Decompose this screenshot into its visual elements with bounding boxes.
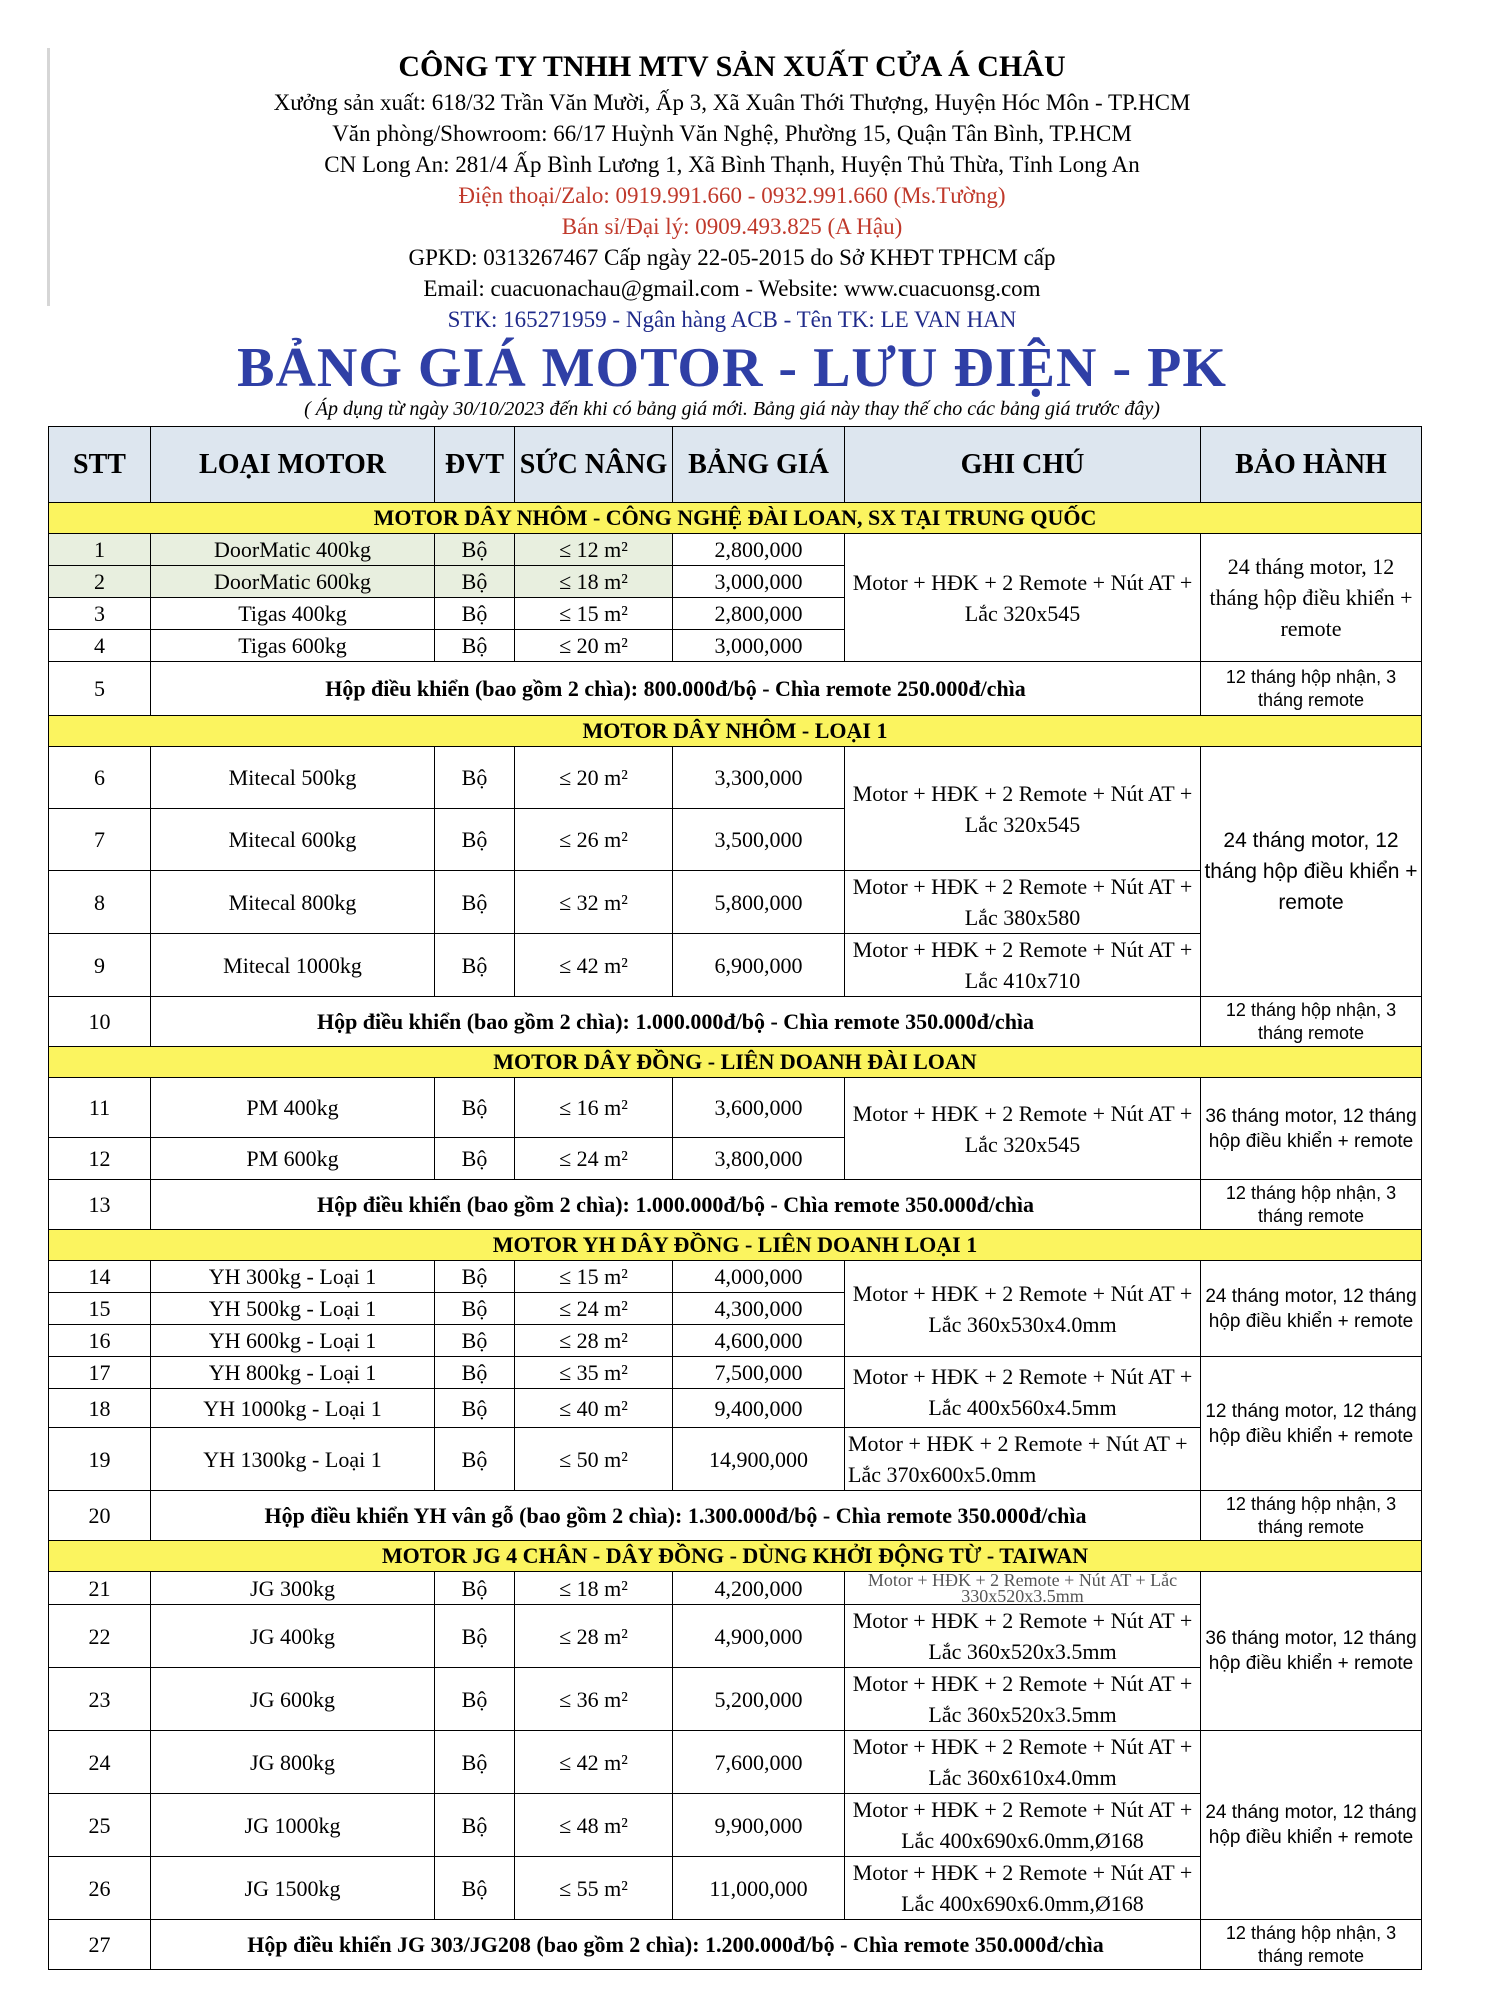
table-row [49,1731,1422,1794]
cell-price: 5,200,000 [673,1668,845,1731]
cell-stt: 24 [49,1731,151,1794]
cell-note: Motor + HĐK + 2 Remote + Nút AT + Lắc 320x545 [845,1078,1201,1180]
cell-name: DoorMatic 600kg [151,566,435,598]
cell-warranty: 24 tháng motor, 12 tháng hộp điều khiển + remote [1201,534,1422,662]
section-row [49,716,1422,747]
cell-name: JG 1000kg [151,1794,435,1857]
cell-lift: ≤ 26 m² [515,809,673,871]
cell-note: Motor + HĐK + 2 Remote + Nút AT + Lắc 410x710 [845,934,1201,997]
cell-stt: 11 [49,1078,151,1138]
cell-unit: Bộ [435,1293,515,1325]
cell-stt: 13 [49,1180,151,1230]
section-row [49,503,1422,534]
col-price: BẢNG GIÁ [673,427,845,503]
table-row [49,1261,1422,1293]
cell-warranty: 36 tháng motor, 12 tháng hộp điều khiển + remote [1201,1078,1422,1180]
cell-stt: 7 [49,809,151,871]
table-header-row [49,427,1422,503]
cell-note: Motor + HĐK + 2 Remote + Nút AT + Lắc 360x520x3.5mm [845,1605,1201,1668]
cell-name: PM 600kg [151,1138,435,1180]
cell-stt: 25 [49,1794,151,1857]
cell-lift: ≤ 55 m² [515,1857,673,1920]
cell-stt: 14 [49,1261,151,1293]
cell-lift: ≤ 24 m² [515,1293,673,1325]
cell-warranty: 24 tháng motor, 12 tháng hộp điều khiển + remote [1201,1261,1422,1357]
table-row [49,1357,1422,1389]
cell-lift: ≤ 18 m² [515,1572,673,1605]
cell-name: Tigas 600kg [151,630,435,662]
cell-stt: 19 [49,1428,151,1491]
table-row [49,662,1422,716]
cell-note: Motor + HĐK + 2 Remote + Nút AT + Lắc 360x520x3.5mm [845,1668,1201,1731]
cell-lift: ≤ 20 m² [515,747,673,809]
cell-lift: ≤ 24 m² [515,1138,673,1180]
cell-stt: 15 [49,1293,151,1325]
cell-note: Motor + HĐK + 2 Remote + Nút AT + Lắc 360x530x4.0mm [845,1261,1201,1357]
cell-price: 6,900,000 [673,934,845,997]
cell-unit: Bộ [435,1138,515,1180]
cell-stt: 23 [49,1668,151,1731]
cell-unit: Bộ [435,1389,515,1428]
cell-name: Mitecal 1000kg [151,934,435,997]
cell-note: Motor + HĐK + 2 Remote + Nút AT + Lắc 320x545 [845,747,1201,871]
cell-warranty: 12 tháng hộp nhận, 3 tháng remote [1201,662,1422,716]
cell-price: 4,300,000 [673,1293,845,1325]
cell-name: JG 400kg [151,1605,435,1668]
cell-warranty: 36 tháng motor, 12 tháng hộp điều khiển + remote [1201,1572,1422,1731]
cell-note: Motor + HĐK + 2 Remote + Nút AT + Lắc 400x690x6.0mm,Ø168 [845,1857,1201,1920]
cell-unit: Bộ [435,534,515,566]
cell-name: YH 300kg - Loại 1 [151,1261,435,1293]
cell-lift: ≤ 40 m² [515,1389,673,1428]
cell-lift: ≤ 42 m² [515,1731,673,1794]
cell-warranty: 12 tháng hộp nhận, 3 tháng remote [1201,1491,1422,1541]
cell-name: PM 400kg [151,1078,435,1138]
cell-lift: ≤ 28 m² [515,1325,673,1357]
cell-stt: 22 [49,1605,151,1668]
cell-stt: 1 [49,534,151,566]
branch-address: CN Long An: 281/4 Ấp Bình Lương 1, Xã Bình Thạnh, Huyện Thủ Thừa, Tỉnh Long An [324,152,1140,177]
cell-unit: Bộ [435,1668,515,1731]
cell-unit: Bộ [435,1857,515,1920]
cell-price: 4,200,000 [673,1572,845,1605]
cell-price: 3,500,000 [673,809,845,871]
table-row [49,747,1422,809]
cell-name: YH 600kg - Loại 1 [151,1325,435,1357]
cell-price: 5,800,000 [673,871,845,934]
cell-lift: ≤ 42 m² [515,934,673,997]
cell-price: 9,900,000 [673,1794,845,1857]
cell-lift: ≤ 16 m² [515,1078,673,1138]
cell-stt: 17 [49,1357,151,1389]
cell-warranty: 24 tháng motor, 12 tháng hộp điều khiển + remote [1201,747,1422,997]
cell-name: JG 600kg [151,1668,435,1731]
cell-unit: Bộ [435,1731,515,1794]
cell-lift: ≤ 32 m² [515,871,673,934]
cell-price: 7,500,000 [673,1357,845,1389]
cell-stt: 4 [49,630,151,662]
col-lift-capacity: SỨC NÂNG [515,427,673,503]
cell-note: Motor + HĐK + 2 Remote + Nút AT + Lắc 400x690x6.0mm,Ø168 [845,1794,1201,1857]
section-row [49,1230,1422,1261]
license-line: GPKD: 0313267467 Cấp ngày 22-05-2015 do Sở KHĐT TPHCM cấp [408,245,1056,270]
cell-name: YH 500kg - Loại 1 [151,1293,435,1325]
page-title: BẢNG GIÁ MOTOR - LƯU ĐIỆN - PK [237,337,1227,399]
cell-lift: ≤ 48 m² [515,1794,673,1857]
cell-stt: 8 [49,871,151,934]
cell-unit: Bộ [435,1605,515,1668]
cell-stt: 3 [49,598,151,630]
dealer-line: Bán sỉ/Đại lý: 0909.493.825 (A Hậu) [561,214,903,239]
section-row [49,1047,1422,1078]
cell-stt: 18 [49,1389,151,1428]
office-address: Văn phòng/Showroom: 66/17 Huỳnh Văn Nghệ, Phường 15, Quận Tân Bình, TP.HCM [332,121,1132,146]
price-table [48,426,1422,1970]
cell-accessory: Hộp điều khiển (bao gồm 2 chìa): 1.000.000đ/bộ - Chìa remote 350.000đ/chìa [151,997,1201,1047]
section-row [49,1541,1422,1572]
cell-unit: Bộ [435,598,515,630]
cell-warranty: 12 tháng hộp nhận, 3 tháng remote [1201,1180,1422,1230]
table-row [49,534,1422,566]
cell-stt: 16 [49,1325,151,1357]
col-unit: ĐVT [435,427,515,503]
cell-price: 2,800,000 [673,534,845,566]
cell-price: 9,400,000 [673,1389,845,1428]
factory-address: Xưởng sản xuất: 618/32 Trần Văn Mười, Ấp 3, Xã Xuân Thới Thượng, Huyện Hóc Môn - TP.HCM [273,90,1191,115]
cell-stt: 9 [49,934,151,997]
validity-note: ( Áp dụng từ ngày 30/10/2023 đến khi có bảng giá mới. Bảng giá này thay thế cho các bảng giá trước đây) [304,398,1160,420]
cell-price: 3,600,000 [673,1078,845,1138]
section-title: MOTOR JG 4 CHÂN - DÂY ĐỒNG - DÙNG KHỞI ĐỘNG TỪ - TAIWAN [49,1541,1422,1572]
cell-note: Motor + HĐK + 2 Remote + Nút AT + Lắc 380x580 [845,871,1201,934]
cell-price: 7,600,000 [673,1731,845,1794]
cell-name: YH 1300kg - Loại 1 [151,1428,435,1491]
cell-lift: ≤ 15 m² [515,1261,673,1293]
cell-price: 2,800,000 [673,598,845,630]
section-title: MOTOR DÂY NHÔM - CÔNG NGHỆ ĐÀI LOAN, SX TẠI TRUNG QUỐC [49,503,1422,534]
col-note: GHI CHÚ [845,427,1201,503]
cell-unit: Bộ [435,1428,515,1491]
cell-stt: 26 [49,1857,151,1920]
cell-warranty: 12 tháng motor, 12 tháng hộp điều khiển + remote [1201,1357,1422,1491]
cell-name: YH 1000kg - Loại 1 [151,1389,435,1428]
cell-note: Motor + HĐK + 2 Remote + Nút AT + Lắc 370x600x5.0mm [845,1428,1201,1491]
table-row [49,1491,1422,1541]
cell-name: JG 1500kg [151,1857,435,1920]
col-stt: STT [49,427,151,503]
table-row [49,1078,1422,1138]
cell-name: YH 800kg - Loại 1 [151,1357,435,1389]
cell-unit: Bộ [435,566,515,598]
cell-name: Mitecal 600kg [151,809,435,871]
table-row [49,997,1422,1047]
cell-name: DoorMatic 400kg [151,534,435,566]
cell-name: Tigas 400kg [151,598,435,630]
cell-stt: 2 [49,566,151,598]
cell-lift: ≤ 20 m² [515,630,673,662]
cell-stt: 10 [49,997,151,1047]
cell-price: 3,000,000 [673,566,845,598]
cell-unit: Bộ [435,934,515,997]
cell-accessory: Hộp điều khiển (bao gồm 2 chìa): 1.000.000đ/bộ - Chìa remote 350.000đ/chìa [151,1180,1201,1230]
cell-stt: 27 [49,1920,151,1970]
cell-price: 4,900,000 [673,1605,845,1668]
cell-accessory: Hộp điều khiển YH vân gỗ (bao gồm 2 chìa): 1.300.000đ/bộ - Chìa remote 350.000đ/chìa [151,1491,1201,1541]
cell-unit: Bộ [435,1794,515,1857]
cell-warranty: 24 tháng motor, 12 tháng hộp điều khiển + remote [1201,1731,1422,1920]
cell-lift: ≤ 35 m² [515,1357,673,1389]
cell-price: 3,800,000 [673,1138,845,1180]
cell-lift: ≤ 12 m² [515,534,673,566]
cell-stt: 6 [49,747,151,809]
bank-line: STK: 165271959 - Ngân hàng ACB - Tên TK: LE VAN HAN [447,307,1017,332]
phone-line: Điện thoại/Zalo: 0919.991.660 - 0932.991.660 (Ms.Tường) [458,183,1006,208]
cell-price: 14,900,000 [673,1428,845,1491]
cell-unit: Bộ [435,809,515,871]
cell-unit: Bộ [435,747,515,809]
cell-name: Mitecal 500kg [151,747,435,809]
cell-accessory: Hộp điều khiển (bao gồm 2 chìa): 800.000đ/bộ - Chìa remote 250.000đ/chìa [151,662,1201,716]
cell-price: 3,300,000 [673,747,845,809]
section-title: MOTOR DÂY NHÔM - LOẠI 1 [49,716,1422,747]
cell-note: Motor + HĐK + 2 Remote + Nút AT + Lắc 400x560x4.5mm [845,1357,1201,1428]
cell-stt: 20 [49,1491,151,1541]
company-name: CÔNG TY TNHH MTV SẢN XUẤT CỬA Á CHÂU [398,50,1066,83]
cell-stt: 12 [49,1138,151,1180]
cell-warranty: 12 tháng hộp nhận, 3 tháng remote [1201,1920,1422,1970]
cell-price: 3,000,000 [673,630,845,662]
cell-unit: Bộ [435,1357,515,1389]
col-motor-type: LOẠI MOTOR [151,427,435,503]
section-title: MOTOR YH DÂY ĐỒNG - LIÊN DOANH LOẠI 1 [49,1230,1422,1261]
cell-lift: ≤ 50 m² [515,1428,673,1491]
cell-price: 4,600,000 [673,1325,845,1357]
cell-stt: 21 [49,1572,151,1605]
cell-price: 4,000,000 [673,1261,845,1293]
col-warranty: BẢO HÀNH [1201,427,1422,503]
table-row [49,1920,1422,1970]
cell-lift: ≤ 15 m² [515,598,673,630]
cell-lift: ≤ 36 m² [515,1668,673,1731]
cell-note: Motor + HĐK + 2 Remote + Nút AT + Lắc 330x520x3.5mm [845,1572,1201,1605]
cell-accessory: Hộp điều khiển JG 303/JG208 (bao gồm 2 chìa): 1.200.000đ/bộ - Chìa remote 350.000đ/chìa [151,1920,1201,1970]
cell-stt: 5 [49,662,151,716]
cell-unit: Bộ [435,1261,515,1293]
table-row [49,1180,1422,1230]
cell-name: Mitecal 800kg [151,871,435,934]
cell-unit: Bộ [435,871,515,934]
cell-note: Motor + HĐK + 2 Remote + Nút AT + Lắc 360x610x4.0mm [845,1731,1201,1794]
email-line: Email: cuacuonachau@gmail.com - Website: www.cuacuonsg.com [423,276,1041,301]
cell-price: 11,000,000 [673,1857,845,1920]
cell-lift: ≤ 28 m² [515,1605,673,1668]
cell-unit: Bộ [435,630,515,662]
cell-unit: Bộ [435,1325,515,1357]
table-row [49,1572,1422,1605]
cell-unit: Bộ [435,1078,515,1138]
cell-lift: ≤ 18 m² [515,566,673,598]
cell-name: JG 300kg [151,1572,435,1605]
cell-name: JG 800kg [151,1731,435,1794]
cell-unit: Bộ [435,1572,515,1605]
cell-warranty: 12 tháng hộp nhận, 3 tháng remote [1201,997,1422,1047]
section-title: MOTOR DÂY ĐỒNG - LIÊN DOANH ĐÀI LOAN [49,1047,1422,1078]
cell-note: Motor + HĐK + 2 Remote + Nút AT + Lắc 320x545 [845,534,1201,662]
